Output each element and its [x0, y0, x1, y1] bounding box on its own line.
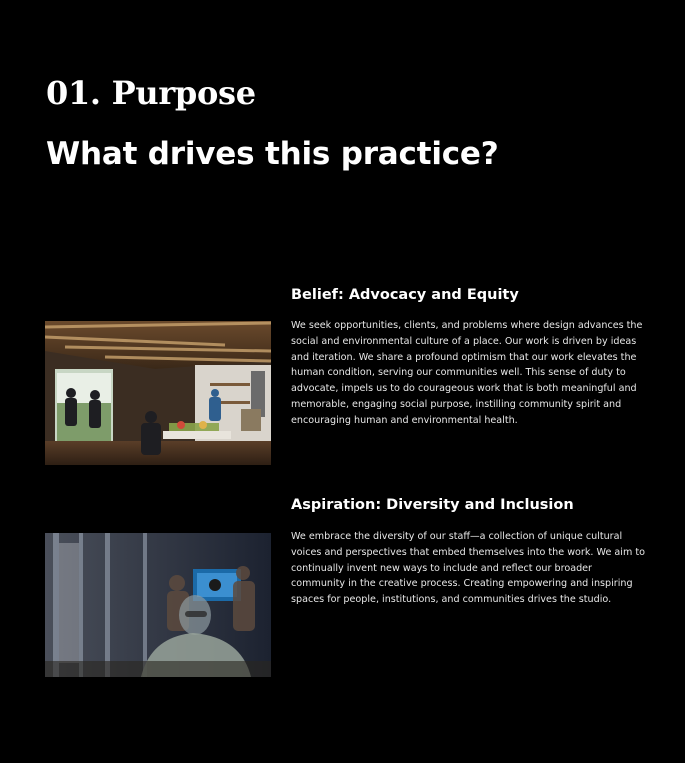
section-body-aspiration: We embrace the diversity of our staff—a collection of unique cultural voices and perspectives that embed themselves into the work. We aim to continually invent new ways to include and reflect our broader community in the creative process. Creating empowering and inspiring spaces for people, institutions, and communities drives the studio. [291, 531, 645, 606]
section-title-aspiration: Aspiration: Diversity and Inclusion [291, 497, 574, 513]
community-workspace-photo [45, 321, 271, 465]
page-headline: What drives this practice? [46, 136, 499, 172]
studio-meeting-photo [45, 533, 271, 677]
section-number-title: 01. Purpose [46, 74, 256, 112]
section-body-belief: We seek opportunities, clients, and problems where design advances the social and environmental culture of a place. Our work is driven by ideas and iteration. We share a profound optimism that our work elevates the human condition, serving our communities well. This sense of duty to advocate, impels us to do courageous work that is both meaningful and memorable, engaging social purpose, instilling community spirit and encouraging human and environmental health. [291, 320, 643, 426]
section-title-belief: Belief: Advocacy and Equity [291, 287, 519, 303]
